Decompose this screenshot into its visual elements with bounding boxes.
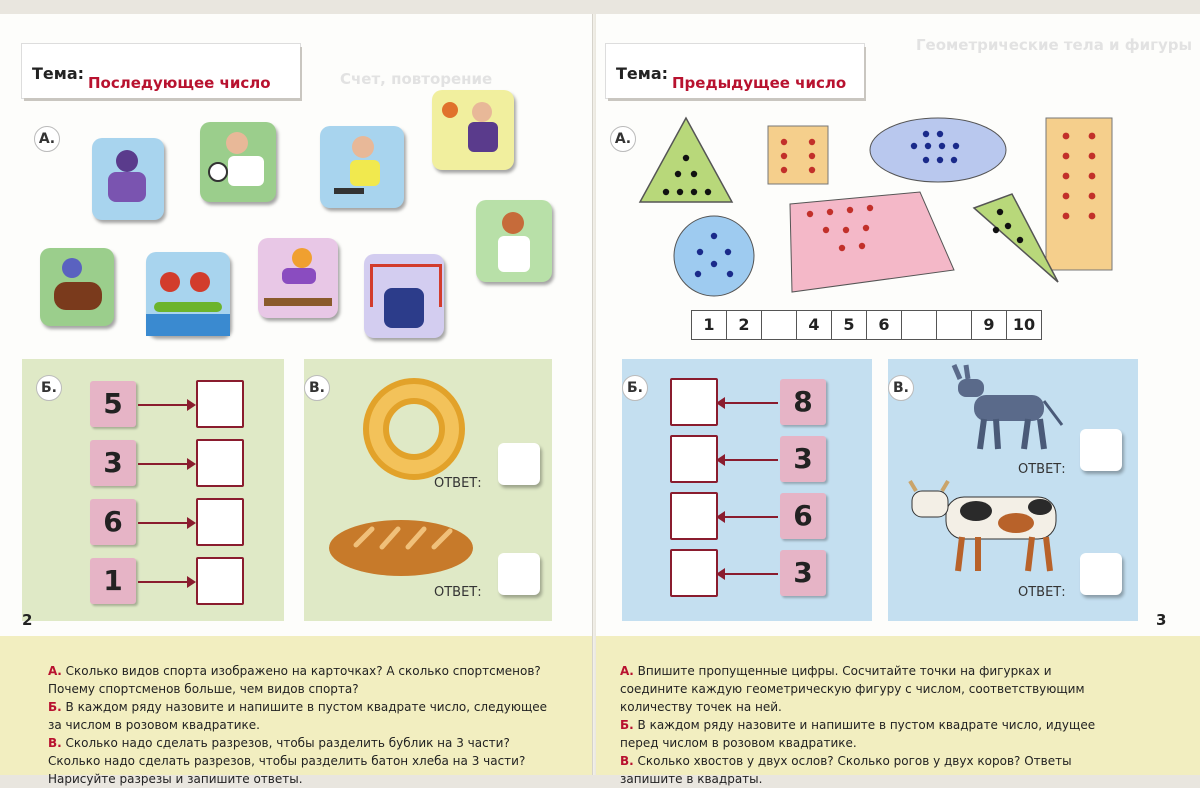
basketball-player-body [468,122,498,152]
number-box-1: 8 [780,379,826,425]
circle-shape [674,216,754,296]
arrow-1 [718,402,778,404]
gymnast-body [282,268,316,284]
answer-label-2: ОТВЕТ: [1018,585,1066,600]
section-b-label: Б. [622,375,648,401]
card-tennis [476,200,552,282]
number-row [691,310,1042,340]
number-cell-empty[interactable] [762,311,797,339]
skater-figure [116,150,138,172]
topic-label: Тема: [616,64,669,83]
instruction-v: В. Сколько хвостов у двух ослов? Сколько рогов у двух коров? Ответы запишите в квадраты. [620,754,1072,786]
ellipse-shape [870,118,1006,182]
number-box-1: 5 [90,381,136,427]
arrow-4 [138,581,194,583]
triangle-shape-2 [974,194,1058,282]
arrow-3 [718,516,778,518]
topic-title: Последующее число [88,74,271,92]
section-a-label: А. [610,126,636,152]
football-ball [208,162,228,182]
water [146,314,230,336]
number-box-4: 1 [90,558,136,604]
answer-box-4[interactable] [670,549,718,597]
answer-box-4[interactable] [196,557,244,605]
goalkeeper-body [384,288,424,328]
number-box-3: 6 [90,499,136,545]
instructions-text [620,662,1120,788]
instruction-a: А. Впишите пропущенные цифры. Сосчитайте точки на фигурках и соедините каждую геометрическую фигуру с числом, соответствующим количеству точек на ней. [620,664,1085,714]
instruction-b: Б. В каждом ряду назовите и напишите в пустом квадрате число, идущее перед числом в розовом квадратике. [620,718,1096,750]
horse-body [54,282,102,310]
number-cell: 9 [972,311,1007,339]
instruction-b: Б. В каждом ряду назовите и напишите в пустом квадрате число, следующее за числом в розовом квадратике. [48,700,548,732]
square-shape [768,126,828,184]
answer-input-2[interactable] [498,553,540,595]
answer-input-1[interactable] [1080,429,1122,471]
instructions-box [0,636,592,786]
answer-box-2[interactable] [670,435,718,483]
number-cell: 6 [867,311,902,339]
arrow-1 [138,404,194,406]
basketball-ball [442,102,458,118]
page-number: 2 [22,611,33,629]
topic-label: Тема: [32,64,85,83]
hurdle [334,188,364,194]
answer-box-1[interactable] [196,380,244,428]
answer-box-1[interactable] [670,378,718,426]
geometric-shapes [636,106,1176,306]
card-football [200,122,276,202]
arrow-3 [138,522,194,524]
number-cell: 1 [692,311,727,339]
answer-box-2[interactable] [196,439,244,487]
card-rowing [146,252,230,336]
number-box-4: 3 [780,550,826,596]
panel-v [888,359,1138,621]
boat [154,302,222,312]
rower-two [190,272,210,292]
skater-body [108,172,146,202]
panel-v [304,359,552,621]
football-player-figure [226,132,248,154]
football-player-body [228,156,264,186]
card-basketball [432,90,514,170]
instructions-box [596,636,1200,786]
runner-body [350,160,380,186]
rider-figure [62,258,82,278]
cow-icon [906,479,1066,575]
answer-label-2: ОТВЕТ: [434,585,482,600]
section-v-label: В. [304,375,330,401]
card-hockey [364,254,444,338]
answer-box-3[interactable] [196,498,244,546]
card-figure-skating [92,138,164,220]
answer-input-2[interactable] [1080,553,1122,595]
rower-one [160,272,180,292]
section-v-label: В. [888,375,914,401]
bread-loaf-icon [326,515,476,581]
bagel-icon [362,377,466,481]
page-number: 3 [1156,611,1167,629]
ghost-text: Счет, повторение [340,70,493,88]
instruction-v: В. Сколько надо сделать разрезов, чтобы разделить бублик на 3 части? Сколько надо сделать разрезов, чтобы разделить батон хлеба на 3 части? Нарисуйте разрезы и запишите ответы. [48,736,526,786]
answer-box-3[interactable] [670,492,718,540]
tennis-player-figure [502,212,524,234]
answer-label-1: ОТВЕТ: [434,476,482,491]
card-horse-riding [40,248,114,326]
number-box-2: 3 [780,436,826,482]
arrow-2 [138,463,194,465]
gymnast-figure [292,248,312,268]
runner-figure [352,136,374,158]
section-b-label: Б. [36,375,62,401]
panel-b [22,359,284,621]
number-cell: 5 [832,311,867,339]
answer-input-1[interactable] [498,443,540,485]
number-box-3: 6 [780,493,826,539]
number-cell: 10 [1007,311,1041,339]
number-cell-empty[interactable] [902,311,937,339]
card-hurdles [320,126,404,208]
number-cell-empty[interactable] [937,311,972,339]
card-gymnastics [258,238,338,318]
donkey-icon [944,365,1074,453]
tall-rectangle-shape [1046,118,1112,270]
answer-label-1: ОТВЕТ: [1018,462,1066,477]
panel-b [622,359,872,621]
page-left [0,14,593,786]
basketball-player-figure [472,102,492,122]
tennis-player-body [498,236,530,272]
page-right [596,14,1200,786]
number-cell: 4 [797,311,832,339]
topic-banner [22,44,300,98]
arrow-2 [718,459,778,461]
topic-banner [606,44,864,98]
number-cell: 2 [727,311,762,339]
balance-beam [264,298,332,306]
instructions-text [48,662,548,788]
number-box-2: 3 [90,440,136,486]
topic-title: Предыдущее число [672,74,847,92]
ghost-text: Геометрические тела и фигуры [916,36,1193,54]
section-a-label: А. [34,126,60,152]
arrow-4 [718,573,778,575]
instruction-a: А. Сколько видов спорта изображено на карточках? А сколько спортсменов? Почему спортсменов больше, чем видов спорта? [48,664,541,696]
